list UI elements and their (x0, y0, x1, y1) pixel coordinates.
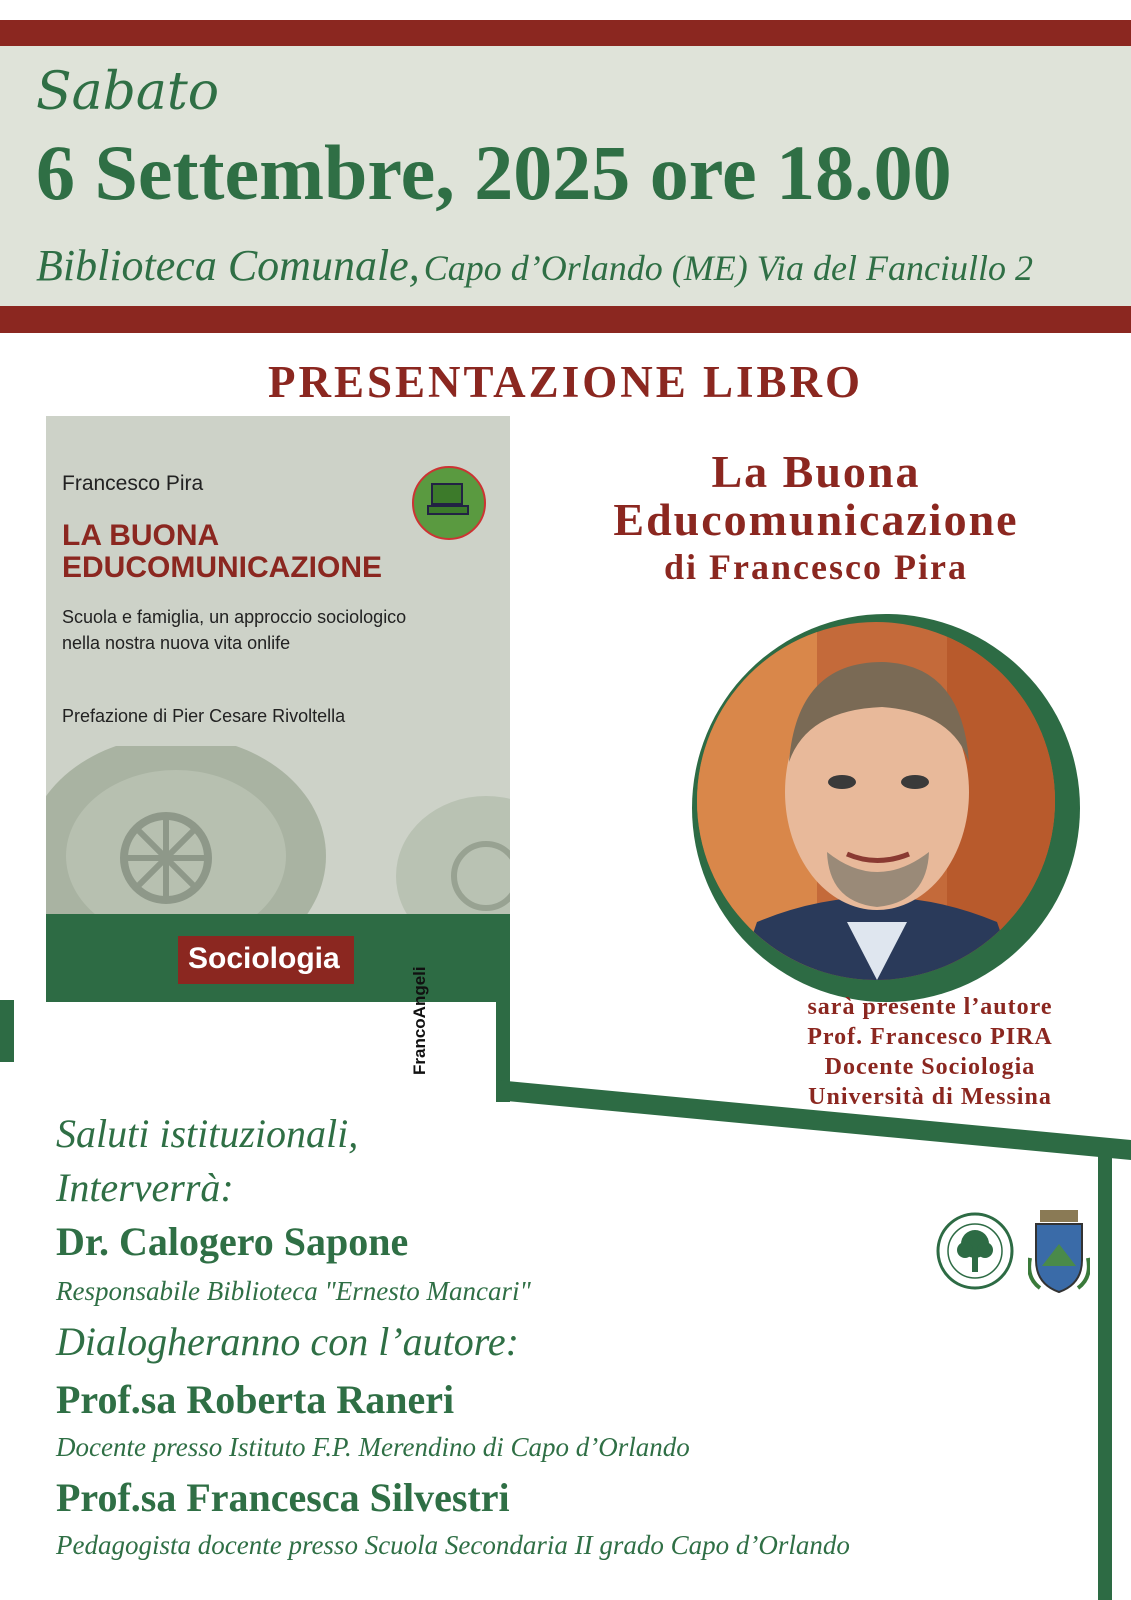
book-subtitle-line1: Scuola e famiglia, un approccio sociologico (62, 607, 407, 627)
author-photo (697, 622, 1055, 980)
computer-icon (414, 468, 484, 538)
author-info-line2: Prof. Francesco PIRA (807, 1024, 1053, 1050)
venue-main: Biblioteca Comunale, (36, 241, 420, 290)
section-heading: PRESENTAZIONE LIBRO (267, 357, 864, 407)
book-cover (46, 416, 510, 1002)
venue-address: Capo d’Orlando (ME) Via del Fanciullo 2 (423, 248, 1033, 288)
author-info-line3: Docente Sociologia (824, 1054, 1036, 1080)
program-interverra: Interverrà: (56, 1165, 234, 1210)
book-subtitle-line2: nella nostra nuova vita onlife (62, 633, 291, 653)
speaker-2-role: Docente presso Istituto F.P. Merendino di Capo d’Orlando (56, 1432, 690, 1462)
author-info-line1: sarà presente l’autore (807, 994, 1053, 1020)
title-byline: di Francesco Pira (664, 547, 968, 587)
book-title-block (516, 448, 1116, 588)
author-info-line4: Università di Messina (808, 1084, 1052, 1110)
library-logo-icon (936, 1212, 1014, 1290)
book-publisher: FrancoAngeli (410, 966, 429, 1075)
author-photo-image (697, 622, 1055, 980)
speaker-1-name: Dr. Calogero Sapone (56, 1219, 409, 1264)
speaker-2-name: Prof.sa Roberta Raneri (56, 1377, 455, 1422)
book-title-line2: EDUCOMUNICAZIONE (62, 551, 382, 584)
speaker-3-role: Pedagogista docente presso Scuola Secondaria II grado Capo d’Orlando (56, 1530, 850, 1560)
event-date: 6 Settembre, 2025 ore 18.00 (36, 129, 952, 216)
book-author: Francesco Pira (62, 472, 204, 495)
town-crest-icon (1028, 1208, 1090, 1296)
book-title (62, 520, 382, 584)
speaker-1-role: Responsabile Biblioteca "Ernesto Mancari" (56, 1276, 531, 1306)
book-title-line1: LA BUONA (62, 519, 220, 552)
program-dialogheranno: Dialogheranno con l’autore: (56, 1319, 519, 1364)
badge-icon (412, 466, 486, 540)
title-line1: La Buona (711, 446, 921, 497)
title-line2: Educomunicazione (613, 494, 1019, 545)
book-preface: Prefazione di Pier Cesare Rivoltella (62, 706, 346, 726)
book-series: Sociologia (178, 936, 354, 984)
event-day: Sabato (36, 62, 220, 122)
program-saluti: Saluti istituzionali, (56, 1111, 359, 1156)
author-info (760, 992, 1100, 1112)
book-subtitle (62, 604, 462, 656)
speaker-3-name: Prof.sa Francesca Silvestri (56, 1475, 510, 1520)
